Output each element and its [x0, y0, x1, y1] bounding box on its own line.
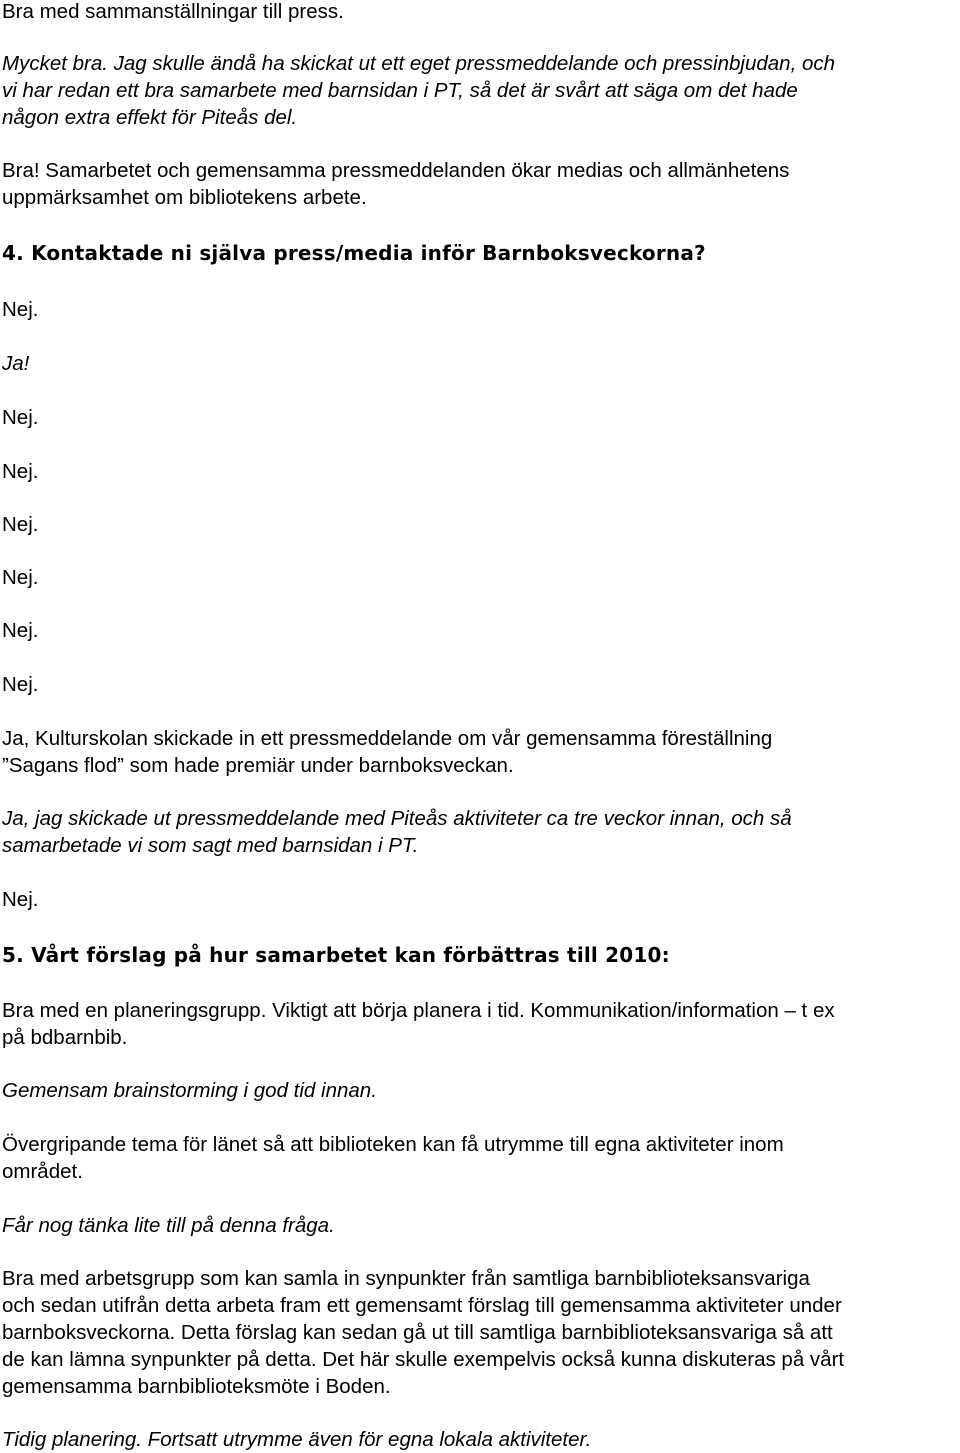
- text-line: Tidig planering. Fortsatt utrymme även för egna lokala aktiviteter.: [2, 1428, 592, 1451]
- answer-line: Ja!: [2, 352, 30, 375]
- answer-line: Nej.: [2, 406, 39, 429]
- text-line: Bra! Samarbetet och gemensamma pressmeddelanden ökar medias och allmänhetens: [2, 159, 790, 182]
- answer-line: Nej.: [2, 513, 39, 536]
- text-line: området.: [2, 1160, 83, 1183]
- text-line: och sedan utifrån detta arbeta fram ett gemensamt förslag till gemensamma aktiviteter under: [2, 1294, 842, 1317]
- answer-line: Nej.: [2, 888, 39, 911]
- text-line: vi har redan ett bra samarbete med barnsidan i PT, så det är svårt att säga om det hade: [2, 79, 798, 102]
- text-line: Ja, jag skickade ut pressmeddelande med Piteås aktiviteter ca tre veckor innan, och så: [2, 807, 792, 830]
- text-line: Bra med en planeringsgrupp. Viktigt att börja planera i tid. Kommunikation/information – t ex: [2, 999, 835, 1022]
- answer-line: Nej.: [2, 460, 39, 483]
- text-line: Gemensam brainstorming i god tid innan.: [2, 1079, 377, 1102]
- text-line: samarbetade vi som sagt med barnsidan i PT.: [2, 834, 419, 857]
- text-line: Ja, Kulturskolan skickade in ett pressmeddelande om vår gemensamma föreställning: [2, 727, 773, 750]
- text-line: Övergripande tema för länet så att biblioteken kan få utrymme till egna aktiviteter inom: [2, 1133, 784, 1156]
- text-line: Bra med sammanställningar till press.: [2, 0, 344, 23]
- text-line: de kan lämna synpunkter på detta. Det här skulle exempelvis också kunna diskuteras på vårt: [2, 1348, 845, 1371]
- text-line: uppmärksamhet om bibliotekens arbete.: [2, 186, 367, 209]
- text-line: barnboksveckorna. Detta förslag kan sedan gå ut till samtliga barnbiblioteksansvariga så att: [2, 1321, 833, 1344]
- text-line: på bdbarnbib.: [2, 1026, 128, 1049]
- section-heading: 5. Vårt förslag på hur samarbetet kan förbättras till 2010:: [2, 943, 670, 967]
- text-line: ”Sagans flod” som hade premiär under barnboksveckan.: [2, 754, 514, 777]
- text-line: Får nog tänka lite till på denna fråga.: [2, 1214, 335, 1237]
- section-heading: 4. Kontaktade ni själva press/media inför Barnboksveckorna?: [2, 241, 706, 265]
- answer-line: Nej.: [2, 619, 39, 642]
- text-line: Mycket bra. Jag skulle ändå ha skickat ut ett eget pressmeddelande och pressinbjudan, och: [2, 52, 836, 75]
- text-line: gemensamma barnbiblioteksmöte i Boden.: [2, 1375, 391, 1398]
- text-line: någon extra effekt för Piteås del.: [2, 106, 298, 129]
- text-line: Bra med arbetsgrupp som kan samla in synpunkter från samtliga barnbiblioteksansvariga: [2, 1267, 810, 1290]
- answer-line: Nej.: [2, 298, 39, 321]
- answer-line: Nej.: [2, 566, 39, 589]
- answer-line: Nej.: [2, 673, 39, 696]
